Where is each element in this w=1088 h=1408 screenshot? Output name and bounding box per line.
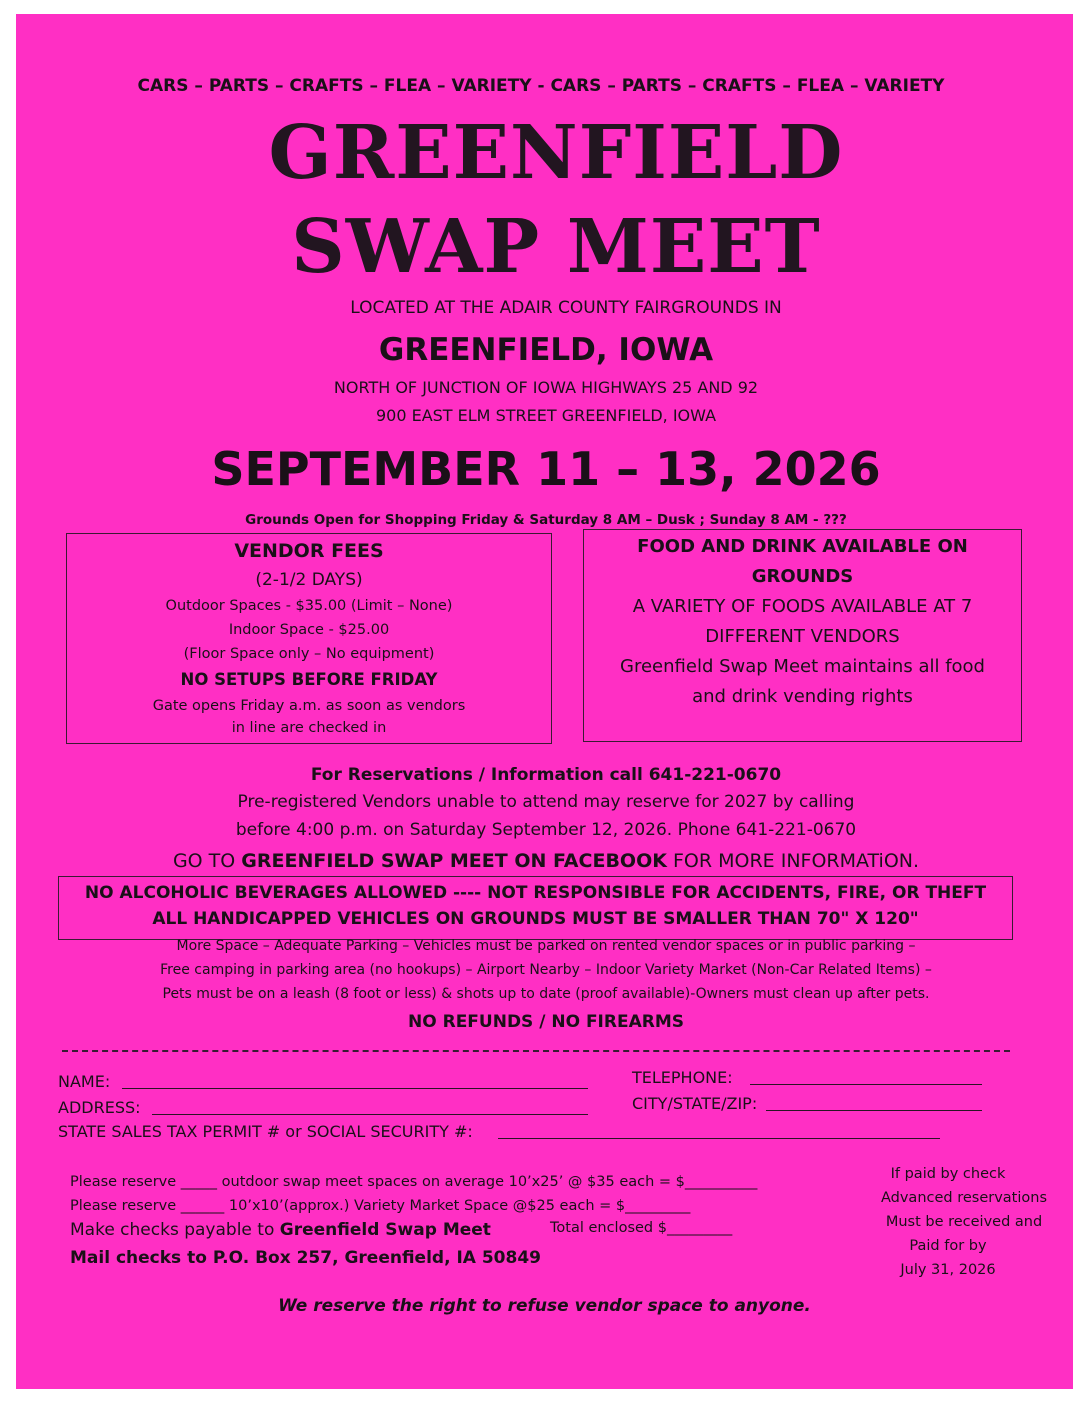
facebook-line [56,850,1036,872]
vendor-fees-box [66,533,552,744]
reservations-line: For Reservations / Information call 641-221-0670 [310,765,782,785]
preregistered-line-1: Pre-registered Vendors unable to attend may reserve for 2027 by calling [237,792,855,812]
grounds-hours: Grounds Open for Shopping Friday & Saturday 8 AM – Dusk ; Sunday 8 AM - ??? [245,512,847,528]
vendor-fees-heading: VENDOR FEES [234,540,384,562]
title-line-1: GREENFIELD [268,110,844,196]
flyer-page [16,14,1073,1389]
facebook-pre: GO TO [172,850,242,872]
facebook-post: FOR MORE INFORMATiON. [666,850,920,872]
name-field[interactable] [122,1088,588,1089]
food-line-4: DIFFERENT VENDORS [705,626,900,647]
checks-payee: Greenfield Swap Meet [279,1220,491,1240]
event-dates: SEPTEMBER 11 – 13, 2026 [211,442,881,496]
outdoor-fee: Outdoor Spaces - $35.00 (Limit – None) [165,598,453,614]
address-label: ADDRESS: [58,1098,141,1117]
telephone-label: TELEPHONE: [632,1068,733,1087]
total-enclosed-line: Total enclosed $_________ [550,1220,733,1236]
address-field[interactable] [152,1114,588,1115]
floor-note: (Floor Space only – No equipment) [183,646,435,662]
tagline: CARS – PARTS – CRAFTS – FLEA – VARIETY - CARS – PARTS – CRAFTS – FLEA – VARIETY [137,76,945,96]
title-line-2: SWAP MEET [291,204,821,290]
tax-permit-label: STATE SALES TAX PERMIT # or SOCIAL SECURITY #: [58,1122,473,1141]
city-heading: GREENFIELD, IOWA [378,332,714,368]
no-setups-notice: NO SETUPS BEFORE FRIDAY [180,670,438,689]
warning-box [58,876,1013,940]
preregistered-line-2: before 4:00 p.m. on Saturday September 12, 2026. Phone 641-221-0670 [235,820,857,840]
payment-note-1: If paid by check [890,1166,1006,1182]
vendor-days: (2-1/2 DAYS) [255,570,363,590]
notes-line-3: Pets must be on a leash (8 foot or less) & shots up to date (proof available)-Owners must clean up after pets. [162,986,930,1002]
no-refunds-notice: NO REFUNDS / NO FIREARMS [408,1012,684,1032]
name-label: NAME: [58,1072,111,1091]
food-drink-box [583,529,1022,742]
food-line-1: FOOD AND DRINK AVAILABLE ON [637,536,968,557]
refuse-notice: We reserve the right to refuse vendor space to anyone. [278,1296,811,1316]
payment-note-3: Must be received and [885,1214,1043,1230]
city-state-zip-label: CITY/STATE/ZIP: [632,1094,758,1113]
location-intro: LOCATED AT THE ADAIR COUNTY FAIRGROUNDS IN [350,298,782,318]
food-line-2: GROUNDS [751,566,854,587]
cut-line-divider [62,1050,1010,1052]
warning-line-2: ALL HANDICAPPED VEHICLES ON GROUNDS MUST BE SMALLER THAN 70" X 120" [152,909,919,929]
payment-note-2: Advanced reservations [880,1190,1048,1206]
payment-note-4: Paid for by [909,1238,987,1254]
reserve-outdoor-line: Please reserve _____ outdoor swap meet spaces on average 10’x25’ @ $35 each = $__________ [70,1174,758,1190]
reserve-indoor-line: Please reserve ______ 10’x10’(approx.) Variety Market Space @$25 each = $_________ [70,1198,691,1214]
indoor-fee: Indoor Space - $25.00 [228,622,390,638]
mail-checks-line: Mail checks to P.O. Box 257, Greenfield, IA 50849 [70,1248,541,1268]
warning-line-1: NO ALCOHOLIC BEVERAGES ALLOWED ---- NOT RESPONSIBLE FOR ACCIDENTS, FIRE, OR THEFT [84,883,987,903]
food-line-5: Greenfield Swap Meet maintains all food [620,656,985,677]
notes-line-1: More Space – Adequate Parking – Vehicles must be parked on rented vendor spaces or in public parking – [176,938,916,954]
gate-note-1: Gate opens Friday a.m. as soon as vendors [152,698,466,714]
directions-line: NORTH OF JUNCTION OF IOWA HIGHWAYS 25 AND 92 [333,378,759,397]
gate-note-2: in line are checked in [231,720,387,736]
telephone-field[interactable] [750,1084,982,1085]
checks-payable-pre: Make checks payable to [70,1220,280,1240]
notes-line-2: Free camping in parking area (no hookups) – Airport Nearby – Indoor Variety Market (Non-Car Related Items) – [160,962,932,978]
checks-payable-line [70,1220,491,1240]
payment-note-5: July 31, 2026 [900,1262,996,1278]
facebook-name: GREENFIELD SWAP MEET ON FACEBOOK [241,850,667,872]
street-address: 900 EAST ELM STREET GREENFIELD, IOWA [375,406,717,425]
food-line-3: A VARIETY OF FOODS AVAILABLE AT 7 [632,596,973,617]
city-state-zip-field[interactable] [766,1110,982,1111]
food-line-6: and drink vending rights [692,686,913,707]
tax-permit-field[interactable] [498,1138,940,1139]
